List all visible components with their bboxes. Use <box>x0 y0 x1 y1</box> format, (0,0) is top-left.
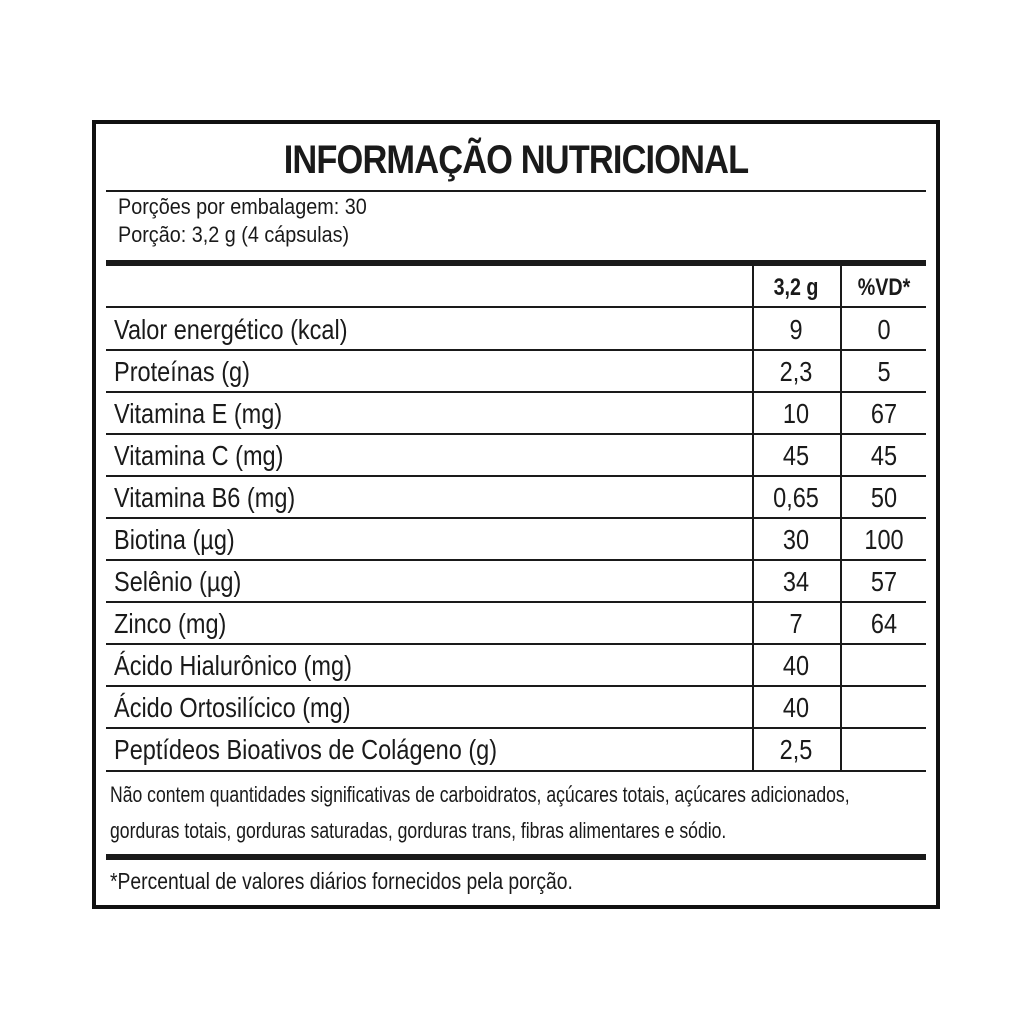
nutrient-daily-value: 64 <box>870 608 898 639</box>
footnote-divider <box>106 854 926 860</box>
nutrient-name: Selênio (µg) <box>114 566 242 597</box>
servings-per-package: Porções por embalagem: 30 <box>118 194 367 219</box>
table-row <box>96 308 936 350</box>
column-header-quantity: 3,2 g <box>773 274 819 301</box>
nutrient-name: Vitamina C (mg) <box>114 440 284 471</box>
nutrient-quantity: 45 <box>782 440 810 471</box>
nutrient-daily-value: 50 <box>870 482 898 513</box>
nutrient-daily-value: 100 <box>864 524 904 555</box>
serving-size: Porção: 3,2 g (4 cápsulas) <box>118 222 350 247</box>
nutrient-quantity: 0,65 <box>773 482 819 513</box>
nutrient-daily-value: 45 <box>870 440 898 471</box>
daily-value-footnote: *Percentual de valores diários fornecidos pela porção. <box>110 868 573 894</box>
nutrient-quantity: 10 <box>782 398 810 429</box>
nutrient-daily-value: 5 <box>877 356 891 387</box>
nutrient-name: Zinco (mg) <box>114 608 227 639</box>
table-row <box>96 644 936 686</box>
table-row <box>96 728 936 770</box>
nutrient-quantity: 2,5 <box>779 734 813 765</box>
nutrient-name: Vitamina B6 (mg) <box>114 482 296 513</box>
nutrient-quantity: 40 <box>782 692 810 723</box>
nutrient-quantity: 7 <box>789 608 803 639</box>
nutrient-name: Peptídeos Bioativos de Colágeno (g) <box>114 734 498 765</box>
nutrient-daily-value: 0 <box>877 314 891 345</box>
nutrient-name: Ácido Hialurônico (mg) <box>114 650 352 681</box>
nutrient-daily-value: 67 <box>870 398 898 429</box>
nutrient-quantity: 9 <box>789 314 803 345</box>
nutrition-facts-label <box>92 120 940 909</box>
nutrient-quantity: 34 <box>782 566 810 597</box>
nutrient-quantity: 2,3 <box>779 356 813 387</box>
table-row <box>96 686 936 728</box>
table-row <box>96 350 936 392</box>
nutrient-quantity: 30 <box>782 524 810 555</box>
nutrient-name: Proteínas (g) <box>114 356 250 387</box>
column-header-daily-value: %VD* <box>857 274 911 301</box>
table-bottom-divider <box>106 770 926 772</box>
table-row <box>96 602 936 644</box>
nutrient-name: Biotina (µg) <box>114 524 235 555</box>
nutrient-daily-value: 57 <box>870 566 898 597</box>
insignificant-quantities-note-line1: Não contem quantidades significativas de carboidratos, açúcares totais, açúcares adicionados, <box>110 782 850 807</box>
table-row <box>96 434 936 476</box>
label-title: INFORMAÇÃO NUTRICIONAL <box>283 138 749 182</box>
table-row <box>96 476 936 518</box>
nutrient-name: Ácido Ortosilícico (mg) <box>114 692 351 723</box>
table-row <box>96 560 936 602</box>
title-divider <box>106 190 926 192</box>
table-row <box>96 518 936 560</box>
nutrient-name: Vitamina E (mg) <box>114 398 283 429</box>
table-row <box>96 392 936 434</box>
nutrient-name: Valor energético (kcal) <box>114 314 348 345</box>
insignificant-quantities-note-line2: gorduras totais, gorduras saturadas, gorduras trans, fibras alimentares e sódio. <box>110 818 727 843</box>
nutrient-quantity: 40 <box>782 650 810 681</box>
